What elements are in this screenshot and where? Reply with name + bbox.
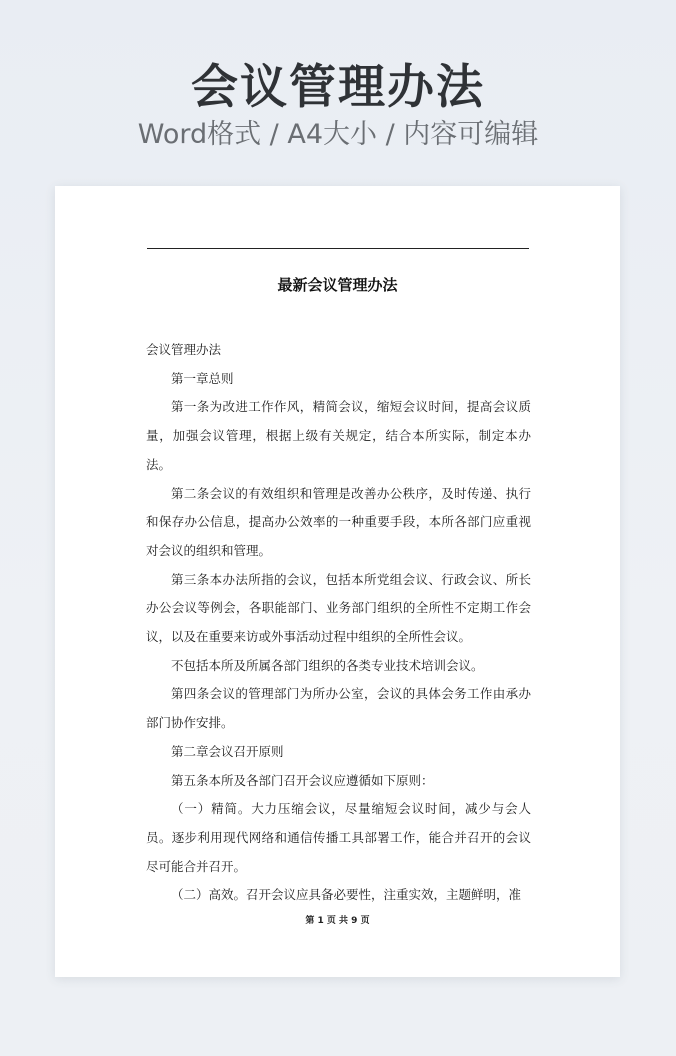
paragraph: 第二章会议召开原则 — [171, 743, 284, 759]
paragraph: （二）高效。召开会议应具备必要性，注重实效，主题鲜明，准 — [171, 887, 522, 903]
paragraph: 第五条本所及各部门召开会议应遵循如下原则： — [171, 772, 434, 788]
banner-title: 会议管理办法 — [191, 60, 485, 115]
paragraph: 第二条会议的有效组织和管理是改善办公秩序，及时传递、执行和保存办公信息，提高办公效率的一种重要手段，本所各部门应重视对会议的组织和管理。 — [146, 485, 531, 558]
document-body — [146, 336, 531, 910]
paragraph: （一）精简。大力压缩会议，尽量缩短会议时间，减少与会人员。逐步利用现代网络和通信传播工具部署工作，能合并召开的会议尽可能合并召开。 — [146, 801, 531, 874]
paragraph: 第一章总则 — [171, 370, 234, 386]
paragraph: 第一条为改进工作作风，精简会议，缩短会议时间，提高会议质量，加强会议管理，根据上级有关规定，结合本所实际，制定本办法。 — [146, 399, 531, 472]
document-page — [55, 186, 620, 977]
document-title: 最新会议管理办法 — [277, 276, 398, 294]
banner-subtitle: Word格式 / A4大小 / 内容可编辑 — [137, 119, 539, 150]
paragraph: 不包括本所及所属各部门组织的各类专业技术培训会议。 — [171, 657, 484, 673]
paragraph: 会议管理办法 — [146, 342, 222, 357]
paragraph: 第四条会议的管理部门为所办公室，会议的具体会务工作由承办部门协作安排。 — [146, 686, 531, 731]
page-footer: 第 1 页 共 9 页 — [305, 916, 370, 926]
header-rule — [147, 248, 529, 249]
paragraph: 第三条本办法所指的会议，包括本所党组会议、行政会议、所长办公会议等例会，各职能部门、业务部门组织的全所性不定期工作会议，以及在重要来访或外事活动过程中组织的全所性会议。 — [146, 571, 531, 645]
